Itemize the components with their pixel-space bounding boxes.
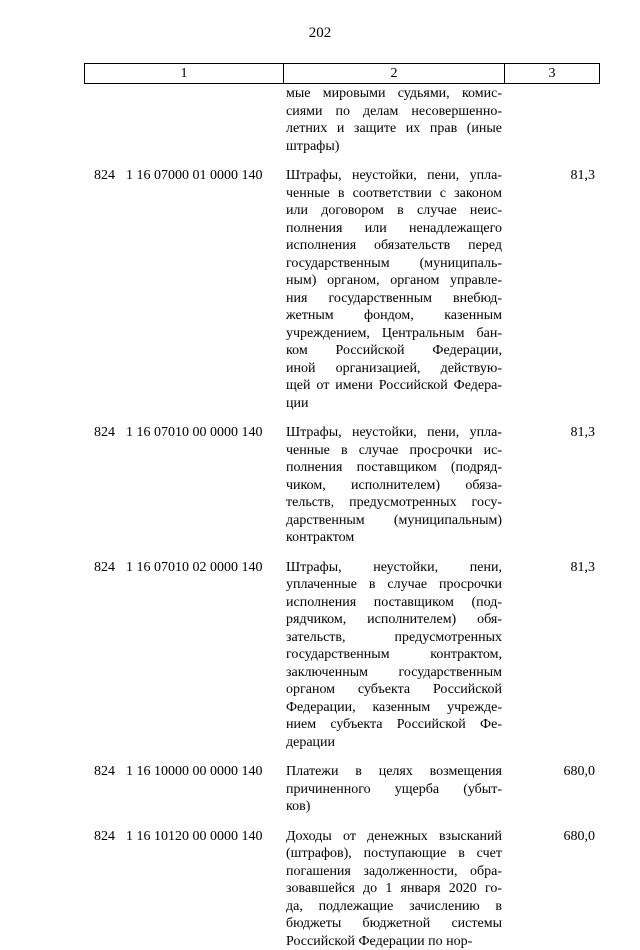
- row-gap: [84, 751, 600, 763]
- table-row: [84, 167, 600, 412]
- revenue-name-line: дерации: [286, 734, 502, 752]
- revenue-name-line: зовавшейся до 1 января 2020 го-: [286, 880, 502, 898]
- revenue-name: [283, 85, 504, 155]
- revenue-name-line: контрактом: [286, 529, 502, 547]
- revenue-code: [126, 85, 283, 155]
- admin-code: 824: [84, 167, 126, 412]
- revenue-name: [283, 828, 504, 950]
- revenue-name-line: нием субъекта Российской Фе-: [286, 716, 502, 734]
- revenue-name-line: сиями по делам несовершенно-: [286, 103, 502, 121]
- revenue-name-line: или договором в случае неис-: [286, 202, 502, 220]
- admin-code: 824: [84, 763, 126, 816]
- amount: 680,0: [504, 763, 600, 816]
- revenue-name-line: зательств, предусмотренных: [286, 629, 502, 647]
- revenue-name-line: заключенным государственным: [286, 664, 502, 682]
- revenue-name-line: Российской Федерации по нор-: [286, 933, 502, 950]
- revenue-name: [283, 424, 504, 547]
- header-col-2: 2: [284, 64, 505, 83]
- revenue-name-line: исполнения поставщиком (под-: [286, 594, 502, 612]
- revenue-name-line: тельств, предусмотренных госу-: [286, 494, 502, 512]
- revenue-name-line: щей от имени Российской Федера-: [286, 377, 502, 395]
- revenue-name-line: Доходы от денежных взысканий: [286, 828, 502, 846]
- amount: [504, 85, 600, 155]
- revenue-name-line: Федерации, казенным учрежде-: [286, 699, 502, 717]
- header-col-1: 1: [85, 64, 284, 83]
- revenue-name-line: дарственным (муниципальным): [286, 512, 502, 530]
- revenue-name-line: (штрафов), поступающие в счет: [286, 845, 502, 863]
- revenue-code: 1 16 10120 00 0000 140: [126, 828, 283, 950]
- revenue-name-line: государственным (муниципаль-: [286, 255, 502, 273]
- revenue-code: 1 16 07010 00 0000 140: [126, 424, 283, 547]
- row-gap: [84, 412, 600, 424]
- revenue-name-line: органом субъекта Российской: [286, 681, 502, 699]
- revenue-name-line: ченные в соответствии с законом: [286, 185, 502, 203]
- revenue-name-line: учреждением, Центральным бан-: [286, 325, 502, 343]
- table-row: [84, 763, 600, 816]
- revenue-name-line: исполнения обязательств перед: [286, 237, 502, 255]
- table-row: [84, 559, 600, 752]
- revenue-name-line: жетным фондом, казенным: [286, 307, 502, 325]
- revenue-name-line: рядчиком, исполнителем) обя-: [286, 611, 502, 629]
- revenue-name-line: мые мировыми судьями, комис-: [286, 85, 502, 103]
- amount: 680,0: [504, 828, 600, 950]
- revenue-name-line: иной организацией, действую-: [286, 360, 502, 378]
- row-gap: [84, 547, 600, 559]
- revenue-name-line: летних и защите их прав (иные: [286, 120, 502, 138]
- table-row: [84, 424, 600, 547]
- revenue-name-line: погашения задолженности, обра-: [286, 863, 502, 881]
- admin-code: [84, 85, 126, 155]
- revenue-name-line: Платежи в целях возмещения: [286, 763, 502, 781]
- revenue-name-line: ции: [286, 395, 502, 413]
- admin-code: 824: [84, 424, 126, 547]
- row-gap: [84, 155, 600, 167]
- admin-code: 824: [84, 828, 126, 950]
- header-col-3: 3: [505, 64, 599, 83]
- revenue-name-line: причиненного ущерба (убыт-: [286, 781, 502, 799]
- table-body: [84, 85, 600, 950]
- revenue-name-line: ков): [286, 798, 502, 816]
- revenue-name-line: да, подлежащие зачислению в: [286, 898, 502, 916]
- revenue-code: 1 16 07010 02 0000 140: [126, 559, 283, 752]
- revenue-name-line: ченные в случае просрочки ис-: [286, 442, 502, 460]
- revenue-name-line: полнения или ненадлежащего: [286, 220, 502, 238]
- revenue-name: [283, 559, 504, 752]
- revenue-name-line: ния государственным внебюд-: [286, 290, 502, 308]
- revenue-name-line: бюджеты бюджетной системы: [286, 915, 502, 933]
- revenue-name-line: ком Российской Федерации,: [286, 342, 502, 360]
- page-number: 202: [0, 24, 640, 42]
- revenue-name-line: чиком, исполнителем) обяза-: [286, 477, 502, 495]
- revenue-code: 1 16 10000 00 0000 140: [126, 763, 283, 816]
- revenue-name-line: Штрафы, неустойки, пени,: [286, 559, 502, 577]
- revenue-name-line: полнения поставщиком (подряд-: [286, 459, 502, 477]
- revenue-name: [283, 763, 504, 816]
- admin-code: 824: [84, 559, 126, 752]
- revenue-name-line: ным) органом, органом управле-: [286, 272, 502, 290]
- revenue-name-line: Штрафы, неустойки, пени, упла-: [286, 167, 502, 185]
- table-header: [84, 63, 600, 84]
- revenue-name: [283, 167, 504, 412]
- revenue-name-line: государственным контрактом,: [286, 646, 502, 664]
- table-row: [84, 85, 600, 155]
- table-row: [84, 828, 600, 950]
- revenue-name-line: уплаченные в случае просрочки: [286, 576, 502, 594]
- revenue-code: 1 16 07000 01 0000 140: [126, 167, 283, 412]
- amount: 81,3: [504, 424, 600, 547]
- amount: 81,3: [504, 559, 600, 752]
- revenue-name-line: штрафы): [286, 138, 502, 156]
- row-gap: [84, 816, 600, 828]
- revenue-name-line: Штрафы, неустойки, пени, упла-: [286, 424, 502, 442]
- amount: 81,3: [504, 167, 600, 412]
